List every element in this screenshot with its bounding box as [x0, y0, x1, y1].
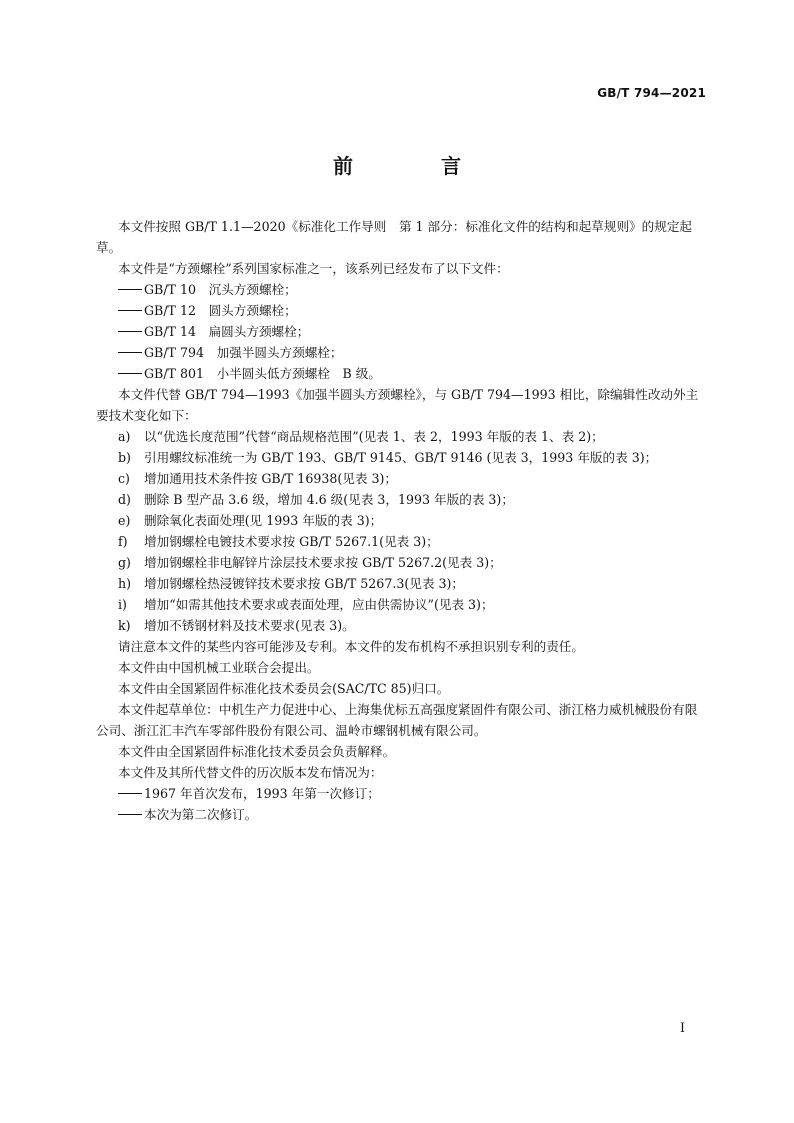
- change-label: b): [118, 450, 131, 465]
- dash-mark: [118, 814, 142, 815]
- change-text: 引用螺纹标准统一为 GB/T 193、GB/T 9145、GB/T 9146 (见表 3，1993 年版的表 3)；: [144, 450, 658, 465]
- paragraph: 本文件是“方颈螺栓”系列国家标准之一，该系列已经发布了以下文件：: [118, 261, 509, 276]
- paragraph: 本文件按照 GB/T 1.1—2020《标准化工作导则 第 1 部分：标准化文件的结构和起草规则》的规定起草。: [96, 219, 693, 255]
- change-item: [96, 447, 706, 468]
- change-item: [96, 552, 706, 573]
- change-item: [96, 468, 706, 489]
- change-text: 增加钢螺栓热浸镀锌技术要求按 GB/T 5267.3(见表 3)；: [144, 576, 464, 591]
- series-list-text: GB/T 801 小半圆头低方颈螺栓 B 级。: [144, 366, 381, 381]
- change-text: 删除氧化表面处理(见 1993 年版的表 3)；: [144, 513, 383, 528]
- change-text: 增加通用技术条件按 GB/T 16938(见表 3)；: [144, 471, 397, 486]
- change-label: d): [118, 492, 131, 507]
- change-item: [96, 426, 706, 447]
- dash-mark: [118, 331, 142, 332]
- change-item: [96, 489, 706, 510]
- change-text: 以“优选长度范围”代替“商品规格范围”(见表 1、表 2，1993 年版的表 1、表 2)；: [144, 429, 604, 444]
- change-label: f): [118, 534, 128, 549]
- change-text: 增加钢螺栓电镀技术要求按 GB/T 5267.1(见表 3)；: [144, 534, 439, 549]
- page-number: I: [680, 1020, 685, 1035]
- series-list-text: GB/T 14 扁圆头方颈螺栓；: [144, 324, 310, 339]
- standard-code: GB/T 794—2021: [597, 86, 706, 100]
- change-item: [96, 615, 706, 636]
- change-text: 增加钢螺栓非电解锌片涂层技术要求按 GB/T 5267.2(见表 3)；: [144, 555, 502, 570]
- paragraph: 本文件起草单位：中机生产力促进中心、上海集优标五高强度紧固件有限公司、浙江格力威机械股份有限公司、浙江汇丰汽车零部件股份有限公司、温岭市螺钢机械有限公司。: [96, 702, 698, 738]
- paragraph: 本文件由全国紧固件标准化技术委员会负责解释。: [118, 744, 396, 759]
- foreword-body: [96, 216, 706, 825]
- change-text: 删除 B 型产品 3.6 级，增加 4.6 级(见表 3，1993 年版的表 3)；: [144, 492, 514, 507]
- paragraph: 本文件及其所代替文件的历次版本发布情况为：: [118, 765, 383, 780]
- paragraph: 本文件代替 GB/T 794—1993《加强半圆头方颈螺栓》，与 GB/T 794—1993 相比，除编辑性改动外主要技术变化如下：: [96, 387, 699, 423]
- change-item: [96, 573, 706, 594]
- series-list-item: [96, 321, 706, 342]
- change-label: g): [118, 555, 131, 570]
- change-text: 增加不锈钢材料及技术要求(见表 3)。: [144, 618, 355, 633]
- change-label: a): [118, 429, 131, 444]
- series-list-item: [96, 363, 706, 384]
- series-list-text: GB/T 12 圆头方颈螺栓；: [144, 303, 297, 318]
- change-item: [96, 531, 706, 552]
- dash-mark: [118, 289, 142, 290]
- change-label: e): [118, 513, 131, 528]
- paragraph: 本文件由中国机械工业联合会提出。: [118, 660, 320, 675]
- paragraph: 本文件由全国紧固件标准化技术委员会(SAC/TC 85)归口。: [118, 681, 450, 696]
- change-label: i): [118, 597, 127, 612]
- history-list-item: [96, 783, 706, 804]
- change-item: [96, 594, 706, 615]
- dash-mark: [118, 310, 142, 311]
- dash-mark: [118, 373, 142, 374]
- history-list-text: 本次为第二次修订。: [144, 807, 258, 822]
- change-label: k): [118, 618, 131, 633]
- series-list-text: GB/T 10 沉头方颈螺栓；: [144, 282, 297, 297]
- series-list-text: GB/T 794 加强半圆头方颈螺栓；: [144, 345, 343, 360]
- history-list-text: 1967 年首次发布，1993 年第一次修订；: [144, 786, 380, 801]
- change-item: [96, 510, 706, 531]
- dash-mark: [118, 793, 142, 794]
- series-list-item: [96, 342, 706, 363]
- history-list-item: [96, 804, 706, 825]
- page-title: 前 言: [333, 154, 495, 178]
- paragraph: 请注意本文件的某些内容可能涉及专利。本文件的发布机构不承担识别专利的责任。: [118, 639, 584, 654]
- change-label: h): [118, 576, 132, 591]
- change-label: c): [118, 471, 130, 486]
- series-list-item: [96, 279, 706, 300]
- dash-mark: [118, 352, 142, 353]
- series-list-item: [96, 300, 706, 321]
- change-text: 增加“如需其他技术要求或表面处理，应由供需协议”(见表 3)；: [144, 597, 494, 612]
